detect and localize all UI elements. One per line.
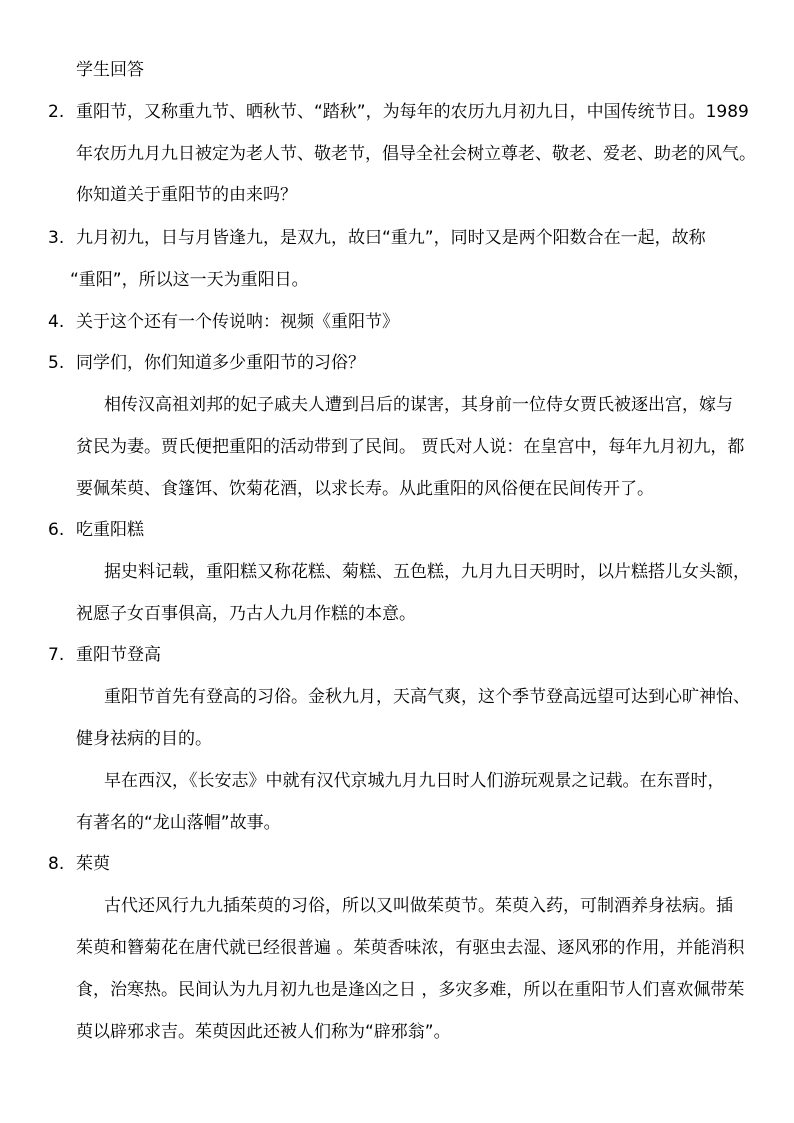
paragraph-line: 健身祛病的目的。 <box>76 729 212 749</box>
item-text-line: 你知道关于重阳节的由来吗？ <box>76 185 297 205</box>
item-text-line: 年农历九月九日被定为老人节、敬老节，倡导全社会树立尊老、敬老、爱老、助老的风气。 <box>76 144 756 164</box>
intro-line: 学生回答 <box>76 60 144 80</box>
item-number: 3. <box>48 228 65 248</box>
item-text-line: 同学们，你们知道多少重阳节的习俗？ <box>76 353 365 373</box>
item-number: 6. <box>48 520 65 540</box>
paragraph-line: 贫民为妻。贾氏便把重阳的活动带到了民间。 贾氏对人说：在皇宫中，每年九月初九，都 <box>76 437 745 457</box>
item-text-line: 关于这个还有一个传说呐：视频《重阳节》 <box>76 312 399 332</box>
item-number: 7. <box>48 645 65 665</box>
paragraph-line: 要佩茱萸、食篷饵、饮菊花酒，以求长寿。从此重阳的风俗便在民间传开了。 <box>76 479 654 499</box>
paragraph-line: 祝愿子女百事俱高，乃古人九月作糕的本意。 <box>76 604 416 624</box>
paragraph-line: 茱萸和簪菊花在唐代就已经很普遍 。茱萸香味浓，有驱虫去湿、逐风邪的作用，并能消积 <box>76 938 745 958</box>
item-text-line: 九月初九，日与月皆逢九，是双九，故曰“重九”，同时又是两个阳数合在一起，故称 <box>76 228 706 248</box>
paragraph-line: 萸以辟邪求吉。茱萸因此还被人们称为“辟邪翁”。 <box>76 1022 451 1042</box>
paragraph-line: 食，治寒热。民间认为九月初九也是逢凶之日 ，多灾多难，所以在重阳节人们喜欢佩带茱 <box>76 980 745 1000</box>
paragraph-line: 相传汉高祖刘邦的妃子戚夫人遭到吕后的谋害，其身前一位侍女贾氏被逐出宫，嫁与 <box>104 395 733 415</box>
item-text-line: 重阳节登高 <box>76 645 161 665</box>
paragraph-line: 早在西汉，《长安志》中就有汉代京城九月九日时人们游玩观景之记载。在东晋时， <box>104 771 725 791</box>
item-number: 4. <box>48 312 65 332</box>
item-text-line: 吃重阳糕 <box>76 520 144 540</box>
item-text-line: “重阳”，所以这一天为重阳日。 <box>70 270 309 290</box>
paragraph-line: 重阳节首先有登高的习俗。金秋九月，天高气爽，这个季节登高远望可达到心旷神怡、 <box>104 687 750 707</box>
paragraph-line: 古代还风行九九插茱萸的习俗，所以又叫做茱萸节。茱萸入药，可制酒养身祛病。插 <box>104 896 733 916</box>
item-text-line: 重阳节，又称重九节、晒秋节、“踏秋”，为每年的农历九月初九日，中国传统节日。1989 <box>76 102 749 122</box>
item-number: 5. <box>48 353 65 373</box>
item-number: 2. <box>48 102 65 122</box>
item-text-line: 茱萸 <box>76 854 110 874</box>
paragraph-line: 有著名的“龙山落帽”故事。 <box>76 813 281 833</box>
paragraph-line: 据史料记载，重阳糕又称花糕、菊糕、五色糕，九月九日天明时，以片糕搭儿女头额， <box>104 562 750 582</box>
item-number: 8. <box>48 854 65 874</box>
